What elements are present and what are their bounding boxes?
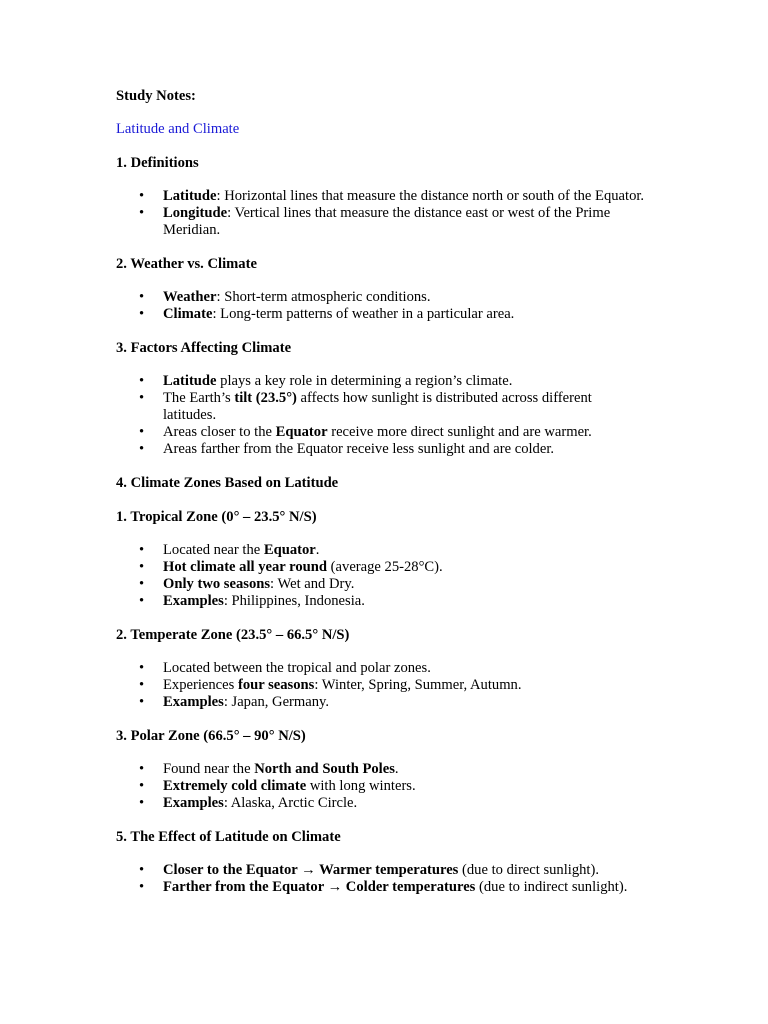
item-text: with long winters. bbox=[306, 778, 416, 794]
list-item bbox=[116, 593, 646, 610]
section-heading: 1. Definitions bbox=[116, 155, 199, 171]
bullet-list bbox=[116, 289, 646, 323]
section-heading: 1. Tropical Zone (0° – 23.5° N/S) bbox=[116, 509, 317, 525]
item-text: : Winter, Spring, Summer, Autumn. bbox=[314, 677, 522, 693]
bold-term: Only two seasons bbox=[163, 576, 271, 592]
list-item bbox=[116, 205, 646, 239]
list-item bbox=[116, 542, 646, 559]
list-item bbox=[116, 289, 646, 306]
list-item bbox=[116, 373, 646, 390]
bold-term: Examples bbox=[163, 593, 224, 609]
item-text: The Earth’s bbox=[163, 390, 235, 406]
item-text: (due to indirect sunlight). bbox=[475, 879, 628, 895]
item-text: Areas closer to the bbox=[163, 424, 276, 440]
study-notes-label: Study Notes: bbox=[116, 88, 196, 104]
section-heading: 5. The Effect of Latitude on Climate bbox=[116, 829, 341, 845]
list-item bbox=[116, 694, 646, 711]
bold-term: tilt (23.5°) bbox=[234, 390, 297, 406]
bold-term: Weather bbox=[163, 289, 217, 305]
bold-term: Latitude bbox=[163, 188, 217, 204]
item-text: . bbox=[394, 761, 399, 777]
list-item bbox=[116, 390, 646, 424]
bold-term: Closer to the Equator → Warmer temperatures bbox=[163, 862, 459, 878]
bold-term: Extremely cold climate bbox=[163, 778, 307, 794]
item-text: : Philippines, Indonesia. bbox=[223, 593, 365, 609]
list-item bbox=[116, 879, 646, 896]
list-item bbox=[116, 862, 646, 879]
list-item bbox=[116, 795, 646, 812]
bold-term: Hot climate all year round bbox=[163, 559, 328, 575]
item-text: : Long-term patterns of weather in a particular area. bbox=[212, 306, 515, 322]
bold-term: Farther from the Equator → Colder temperatures bbox=[163, 879, 476, 895]
bold-term: Examples bbox=[163, 694, 224, 710]
bullet-list bbox=[116, 373, 646, 458]
bold-term: Equator bbox=[263, 542, 316, 558]
item-text: receive more direct sunlight and are warmer. bbox=[327, 424, 592, 440]
bullet-list bbox=[116, 761, 646, 812]
list-item bbox=[116, 559, 646, 576]
item-text: Areas farther from the Equator receive less sunlight and are colder. bbox=[163, 441, 555, 457]
bullet-list bbox=[116, 660, 646, 711]
item-text: : Vertical lines that measure the distance east or west of the Prime Meridian. bbox=[163, 205, 611, 238]
bold-term: Latitude bbox=[163, 373, 217, 389]
item-text: Located between the tropical and polar zones. bbox=[163, 660, 431, 676]
sections-container bbox=[116, 155, 646, 896]
list-item bbox=[116, 677, 646, 694]
item-text: : Japan, Germany. bbox=[223, 694, 330, 710]
section-heading: 3. Factors Affecting Climate bbox=[116, 340, 292, 356]
item-text: . bbox=[315, 542, 320, 558]
item-text: Experiences bbox=[163, 677, 238, 693]
bold-term: Climate bbox=[163, 306, 213, 322]
item-text: : Horizontal lines that measure the distance north or south of the Equator. bbox=[216, 188, 645, 204]
list-item bbox=[116, 761, 646, 778]
bold-term: four seasons bbox=[237, 677, 315, 693]
section-heading: 2. Weather vs. Climate bbox=[116, 256, 257, 272]
bullet-list bbox=[116, 862, 646, 896]
item-text: Located near the bbox=[163, 542, 264, 558]
bold-term: Longitude bbox=[163, 205, 228, 221]
bullet-list bbox=[116, 542, 646, 610]
bold-term: Examples bbox=[163, 795, 224, 811]
item-text: plays a key role in determining a region’s climate. bbox=[216, 373, 513, 389]
bold-term: Equator bbox=[275, 424, 328, 440]
list-item bbox=[116, 424, 646, 441]
list-item bbox=[116, 576, 646, 593]
list-item bbox=[116, 778, 646, 795]
list-item bbox=[116, 306, 646, 323]
bold-term: North and South Poles bbox=[254, 761, 395, 777]
item-text: : Alaska, Arctic Circle. bbox=[223, 795, 358, 811]
item-text: (average 25-28°C). bbox=[327, 559, 443, 575]
document-title: Latitude and Climate bbox=[116, 121, 240, 137]
item-text: (due to direct sunlight). bbox=[458, 862, 599, 878]
item-text: : Wet and Dry. bbox=[270, 576, 355, 592]
section-heading: 2. Temperate Zone (23.5° – 66.5° N/S) bbox=[116, 627, 350, 643]
item-text: affects how sunlight is distributed across different latitudes. bbox=[163, 390, 592, 423]
section-heading: 4. Climate Zones Based on Latitude bbox=[116, 475, 339, 491]
list-item bbox=[116, 441, 646, 458]
item-text: : Short-term atmospheric conditions. bbox=[216, 289, 431, 305]
list-item bbox=[116, 188, 646, 205]
section-heading: 3. Polar Zone (66.5° – 90° N/S) bbox=[116, 728, 306, 744]
list-item bbox=[116, 660, 646, 677]
bullet-list bbox=[116, 188, 646, 239]
item-text: Found near the bbox=[163, 761, 255, 777]
document-page bbox=[116, 88, 646, 896]
